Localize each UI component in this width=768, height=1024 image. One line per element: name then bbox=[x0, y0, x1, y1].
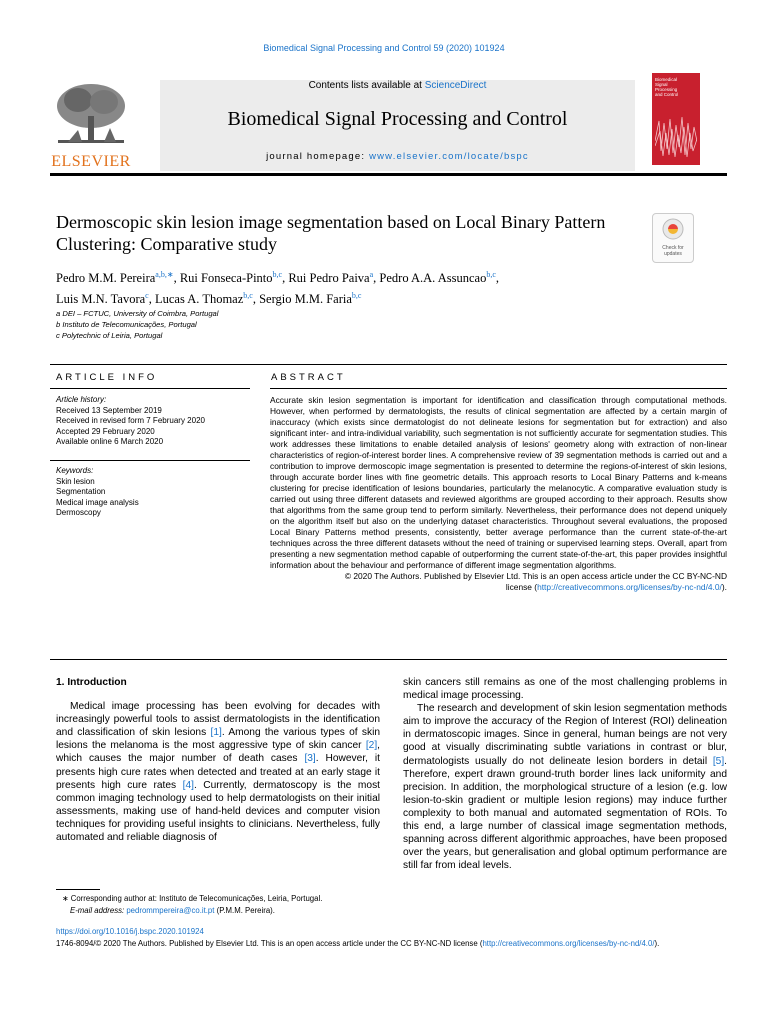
author-name: Pedro M.M. Pereira bbox=[56, 271, 156, 286]
keywords bbox=[56, 466, 256, 519]
abstract-license bbox=[270, 571, 727, 593]
abstract-body bbox=[270, 395, 727, 593]
footnote bbox=[62, 893, 382, 917]
info-divider bbox=[50, 388, 250, 389]
para-text: Medical image processing has been evolving for decades with increasingly powerful tools to assist dermatologists in the identification and classification of skin lesions bbox=[56, 701, 380, 739]
email-label: E-mail address: bbox=[70, 906, 127, 915]
copyright-suffix: ). bbox=[654, 939, 660, 948]
license-prefix: license ( bbox=[505, 582, 538, 592]
intro-paragraph-continued: skin cancers still remains as one of the most challenging problems in medical image processing. bbox=[403, 677, 727, 702]
para-text: . Currently, dermatoscopy is the most common imaging technology used to help dermatologists on their initial assessments, making use of hand-held devices and computer vision techniques for providing useful insights to clinicians. Nevertheless, fully automated and reliable diagnosis of bbox=[56, 779, 380, 844]
para-text: . Therefore, expert drawn ground-truth border lines lack uniformity and precision. In addition, the morphological structure of a lesion (e.g. low lesion-to-skin gradient or multiple lesion regions) may induce further complexity to both manual and automated segmentation of ROIs. To this end, a large number of classical image segmentation methods, spanning across different algorithmic approaches, have been proposed over the years, but generalisation and global optimum performance are still far from ideal levels. bbox=[403, 755, 727, 872]
keyword: Segmentation bbox=[56, 487, 106, 496]
author-affiliation-mark[interactable]: c bbox=[145, 291, 149, 301]
cover-title: Biomedical Signal Processing and Control bbox=[655, 77, 679, 97]
contents-text: Contents lists available at bbox=[308, 80, 425, 91]
check-updates-icon bbox=[662, 218, 684, 240]
author-affiliation-mark[interactable]: b,c bbox=[351, 291, 362, 301]
intro-paragraph bbox=[56, 700, 380, 844]
copyright-license-link[interactable]: http://creativecommons.org/licenses/by-nc-nd/4.0/ bbox=[482, 939, 655, 948]
reference-link[interactable]: [1] bbox=[210, 727, 222, 739]
reference-link[interactable]: [2] bbox=[365, 740, 378, 752]
sciencedirect-link[interactable]: ScienceDirect bbox=[424, 80, 487, 91]
reference-link[interactable]: [4] bbox=[182, 779, 194, 791]
abstract-bottom-divider bbox=[50, 659, 727, 660]
header-rule bbox=[50, 173, 727, 176]
elsevier-tree-icon bbox=[48, 78, 134, 150]
author-affiliation-mark[interactable]: b,c bbox=[243, 291, 253, 301]
keywords-label: Keywords: bbox=[56, 466, 94, 475]
section-heading: 1. Introduction bbox=[56, 677, 127, 688]
top-divider bbox=[50, 364, 727, 365]
email-line bbox=[62, 905, 382, 917]
left-column bbox=[56, 676, 380, 844]
author-name: Rui Pedro Paiva bbox=[288, 271, 370, 286]
check-updates-label: Check for updates bbox=[662, 245, 684, 257]
author-affiliation-mark[interactable]: a bbox=[369, 270, 374, 279]
history-item: Available online 6 March 2020 bbox=[56, 437, 164, 446]
journal-title: Biomedical Signal Processing and Control bbox=[227, 108, 568, 130]
journal-homepage bbox=[160, 151, 635, 162]
author-name: Rui Fonseca-Pinto bbox=[179, 271, 273, 286]
para-text: . However, it presents high cure rates when detected and treated at an early stage it presents high cure rates bbox=[56, 753, 380, 791]
history-item: Received in revised form 7 February 2020 bbox=[56, 416, 205, 425]
author-list: Pedro M.M. Pereira$^{a,b,∗}$, Rui Fonseca-Pinto$^{b,c}$, Rui Pedro Paiva$^a$, Pedro A.A. Assuncao$^{b,c}$, Luis M.N. Tavora$^c$, Lucas A. Thomaz$^{b,c}$, Sergio M.M. Faria$^{b,c}$ bbox=[56, 270, 500, 307]
keyword: Medical image analysis bbox=[56, 497, 139, 507]
abstract-text: Accurate skin lesion segmentation is important for identification and classification through computational methods. However, when performed by dermatologists, the results of clinical segmentation are affected by a certain margin of inaccuracy (which exists since dermatologist do not delineate lesions for segmentation but for extraction) and also significant inter- and intra-individual variability, such segmentation is not sufficiently accurate for segmentation studies. This work addresses these limitations to enable detailed analysis of lesions' geometry along with extraction of non-linear characteristics of region-of-interest border lines. A comprehensive review of 39 segmentation methods is carried out and a contribution to improve dermoscopic image segmentation is presented to determine the regions-of-interest of skin lesions, through accurate border lines with fine geometric details. This approach resorts to Local Binary Patterns and k-means clustering for precise identification of lesions boundaries, particularly the melanocytic. A comparative evaluation study is carried out using three different datasets and reviewed algorithms are grouped according to their approach. Results show that algorithms from the same group tend to perform similarly. Nevertheless, their performance does not depend uniquely on the algorithm itself but also on the underlying dataset characteristics. Throughout several evaluations, the proposed Local Binary Patterns method presents, consistently, better average performance than the current state-of-the-art techniques across the three different datasets without the need of training or supervised learning steps. Overall, apart from presenting a new segmentation method capable of outperforming the current state-of-the-art, this paper provides insightful information about the behaviour and performance of different image segmentation algorithms. bbox=[270, 395, 727, 570]
journal-cover-thumbnail[interactable] bbox=[652, 73, 700, 165]
cover-waveform-icon bbox=[655, 111, 697, 161]
homepage-link[interactable]: www.elsevier.com/locate/bspc bbox=[369, 151, 529, 162]
intro-paragraph bbox=[403, 702, 727, 872]
reference-link[interactable]: [5] bbox=[712, 755, 725, 767]
publisher-wordmark: ELSEVIER bbox=[51, 153, 131, 170]
copyright-text: 1746-8094/© 2020 The Authors. Published by Elsevier Ltd. This is an open access article under the CC BY-NC-ND license ( bbox=[56, 939, 483, 948]
keyword: Skin lesion bbox=[56, 476, 95, 486]
license-suffix: ). bbox=[721, 582, 727, 592]
author-name: Sergio M.M. Faria bbox=[259, 292, 352, 307]
history-item: Accepted 29 February 2020 bbox=[56, 426, 155, 436]
email-link[interactable]: pedrommpereira@co.it.pt bbox=[126, 906, 215, 915]
author-affiliation-mark[interactable]: b,c bbox=[486, 270, 496, 279]
check-for-updates-badge[interactable] bbox=[652, 213, 694, 263]
contents-line bbox=[160, 80, 635, 91]
author-name: Pedro A.A. Assuncao bbox=[379, 271, 487, 286]
abstract-heading: ABSTRACT bbox=[271, 372, 346, 383]
journal-citation[interactable]: Biomedical Signal Processing and Control 59 (2020) 101924 bbox=[263, 43, 505, 53]
article-info-heading: ARTICLE INFO bbox=[56, 372, 158, 383]
author-affiliation-mark[interactable]: b,c bbox=[272, 270, 283, 279]
homepage-label: journal homepage: bbox=[266, 151, 370, 162]
keywords-divider bbox=[50, 460, 250, 461]
article-title: Dermoscopic skin lesion image segmentation based on Local Binary Pattern Clustering: Comparative study bbox=[56, 212, 606, 254]
history-label: Article history: bbox=[56, 395, 107, 404]
affiliation-b: b Instituto de Telecomunicações, Portugal bbox=[56, 320, 197, 329]
para-text: The research and development of skin lesion segmentation methods aim to improve the accuracy of the Region of Interest (ROI) delineation in dermatoscopic images. Since in general, human beings are not very good at visually discriminating subtle variations in contrast or blur, dermatologists usually do not delineate lesion borders in detail bbox=[403, 703, 727, 767]
article-history bbox=[56, 395, 256, 448]
keyword: Dermoscopy bbox=[56, 508, 101, 517]
doi-block bbox=[56, 926, 728, 950]
elsevier-logo bbox=[48, 78, 134, 170]
author-affiliation-mark[interactable]: a,b,∗ bbox=[155, 270, 174, 279]
copyright-line bbox=[56, 938, 728, 950]
para-text: . Among the various types of skin lesions the melanoma is the most aggressive type of skin cancer bbox=[56, 727, 380, 752]
reference-link[interactable]: [3] bbox=[304, 753, 316, 765]
license-link[interactable]: http://creativecommons.org/licenses/by-nc-nd/4.0/ bbox=[537, 582, 722, 592]
affiliation-a: a DEI – FCTUC, University of Coimbra, Portugal bbox=[56, 309, 219, 318]
affiliation-c: c Polytechnic of Leiria, Portugal bbox=[56, 331, 163, 340]
license-text: © 2020 The Authors. Published by Elsevier Ltd. This is an open access article under the CC BY-NC-ND bbox=[344, 571, 727, 581]
para-text: , which causes the major number of death cases bbox=[56, 740, 380, 765]
abstract-divider bbox=[270, 388, 727, 389]
author-name: Luis M.N. Tavora bbox=[56, 292, 146, 307]
footnote-rule bbox=[56, 889, 100, 890]
email-suffix: (P.M.M. Pereira). bbox=[214, 906, 275, 915]
right-column bbox=[403, 676, 727, 872]
doi-link[interactable]: https://doi.org/10.1016/j.bspc.2020.101924 bbox=[56, 927, 204, 936]
author-name: Lucas A. Thomaz bbox=[154, 292, 244, 307]
corresponding-author-note: ∗ Corresponding author at: Instituto de Telecomunicações, Leiria, Portugal. bbox=[62, 894, 323, 903]
history-item: Received 13 September 2019 bbox=[56, 405, 162, 415]
